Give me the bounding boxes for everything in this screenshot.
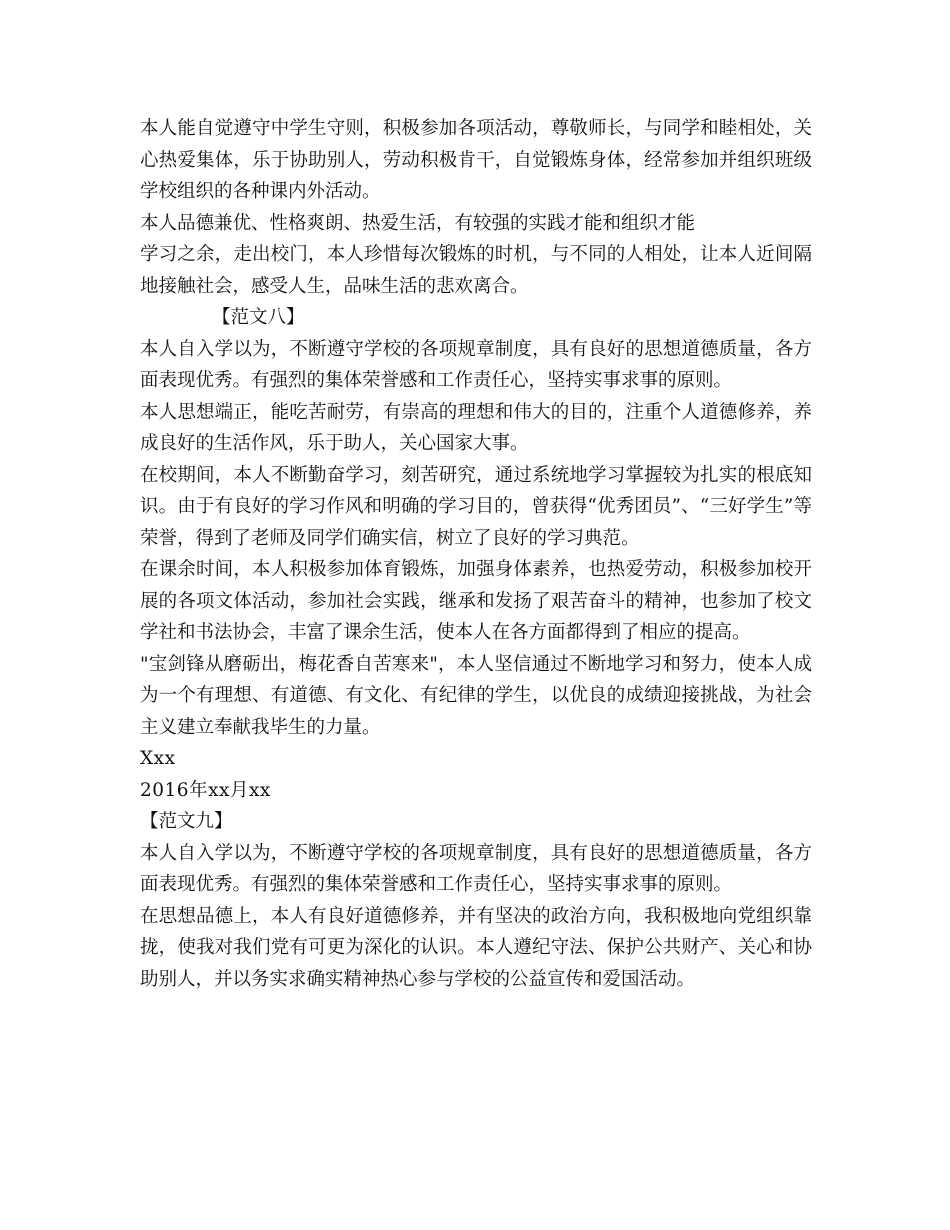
- document-body: [140, 113, 812, 995]
- paragraph-conduct: 本人能自觉遵守中学生守则，积极参加各项活动，尊敬师长，与同学和睦相处，关心热爱集体，乐于协助别人，劳动积极肯干，自觉锻炼身体，经常参加并组织班级学校组织的各种课内外活动。: [140, 118, 812, 202]
- paragraph-extracurricular: 在课余时间，本人积极参加体育锻炼，加强身体素养，也热爱劳动，积极参加校开展的各项文体活动，参加社会实践，继承和发扬了艰苦奋斗的精神，也参加了校文学社和书法协会，丰富了课余生活，使本人在各方面都得到了相应的提高。: [140, 559, 812, 643]
- paragraph-thought: 本人思想端正，能吃苦耐劳，有崇高的理想和伟大的目的，注重个人道德修养，养成良好的生活作风，乐于助人，关心国家大事。: [140, 401, 812, 454]
- paragraph-rules: 本人自入学以为，不断遵守学校的各项规章制度，具有良好的思想道德质量，各方面表现优秀。有强烈的集体荣誉感和工作责任心，坚持实事求事的原则。: [140, 338, 812, 391]
- paragraph-character: 本人品德兼优、性格爽朗、热爱生活，有较强的实践才能和组织才能: [140, 212, 696, 234]
- paragraph-study: 在校期间，本人不断勤奋学习，刻苦研究，通过系统地学习掌握较为扎实的根底知识。由于有良好的学习作风和明确的学习目的，曾获得“优秀团员”、“三好学生”等荣誉，得到了老师及同学们确实信，树立了良好的学习典范。: [140, 464, 812, 549]
- paragraph-rules-repeat: 本人自入学以为，不断遵守学校的各项规章制度，具有良好的思想道德质量，各方面表现优秀。有强烈的集体荣誉感和工作责任心，坚持实事求事的原则。: [140, 842, 812, 895]
- signature-date: 2016年xx月xx: [140, 779, 271, 801]
- section-heading-sample-9: 【范文九】: [140, 811, 233, 832]
- paragraph-moral: 在思想品德上，本人有良好道德修养，并有坚决的政治方向，我积极地向党组织靠拢，使我对我们党有可更为深化的认识。本人遵纪守法、保护公共财产、关心和协助别人，并以务实求确实精神热心参与学校的公益宣传和爱国活动。: [140, 905, 812, 990]
- signature-name: Xxx: [140, 748, 176, 769]
- paragraph-motto: "宝剑锋从磨砺出，梅花香自苦寒来"，本人坚信通过不断地学习和努力，使本人成为一个有理想、有道德、有文化、有纪律的学生，以优良的成绩迎接挑战，为社会主义建立奉献我毕生的力量。: [140, 653, 812, 738]
- section-heading-sample-8: 【范文八】: [212, 307, 305, 328]
- paragraph-social-practice: 学习之余，走出校门，本人珍惜每次锻炼的时机，与不同的人相处，让本人近间隔地接触社会，感受人生，品味生活的悲欢离合。: [140, 244, 812, 297]
